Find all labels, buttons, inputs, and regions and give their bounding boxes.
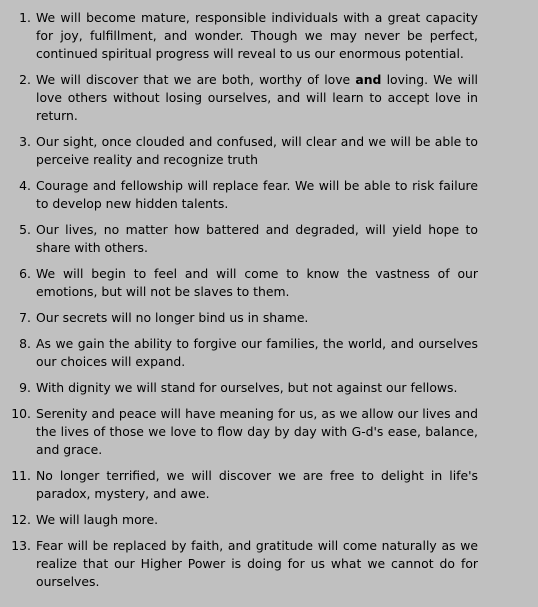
list-item <box>0 511 478 529</box>
list-item <box>0 309 478 327</box>
item-text: Fear will be replaced by faith, and gratitude will come naturally as we realize that our Higher Power is doing for us what we cannot do for ourselves. <box>36 538 478 589</box>
item-text: We will begin to feel and will come to know the vastness of our emotions, but will not be slaves to them. <box>36 266 478 299</box>
item-number: 4. <box>19 178 31 193</box>
item-text: Courage and fellowship will replace fear. We will be able to risk failure to develop new hidden talents. <box>36 178 478 211</box>
item-number: 7. <box>19 310 31 325</box>
list-item <box>0 9 478 63</box>
item-text: Our lives, no matter how battered and degraded, will yield hope to share with others. <box>36 222 478 255</box>
item-text-before: We will discover that we are both, worthy of love <box>36 72 356 87</box>
promise-list <box>0 9 478 591</box>
item-number: 9. <box>19 380 31 395</box>
item-text: Our sight, once clouded and confused, will clear and we will be able to perceive reality and recognize truth <box>36 134 478 167</box>
item-number: 12. <box>11 512 31 527</box>
item-number: 3. <box>19 134 31 149</box>
list-item <box>0 177 478 213</box>
list-item <box>0 405 478 459</box>
item-number: 2. <box>19 72 31 87</box>
item-text-after: loving. We will love others without losing ourselves, and will learn to accept love in return. <box>36 72 478 123</box>
list-item <box>0 133 478 169</box>
item-text: No longer terrified, we will discover we are free to delight in life's paradox, mystery, and awe. <box>36 468 478 501</box>
item-text-bold: and <box>355 72 382 87</box>
item-text: We will become mature, responsible individuals with a great capacity for joy, fulfillment, and wonder. Though we may never be perfect, continued spiritual progress will reveal to us our enormous potential. <box>36 10 478 61</box>
item-text: Our secrets will no longer bind us in shame. <box>36 310 309 325</box>
item-number: 8. <box>19 336 31 351</box>
list-item <box>0 265 478 301</box>
item-number: 10. <box>11 406 31 421</box>
item-text: With dignity we will stand for ourselves, but not against our fellows. <box>36 380 458 395</box>
list-item <box>0 467 478 503</box>
item-number: 11. <box>11 468 31 483</box>
list-item <box>0 335 478 371</box>
item-number: 1. <box>19 10 31 25</box>
item-text: As we gain the ability to forgive our families, the world, and ourselves our choices will expand. <box>36 336 478 369</box>
item-text: We will laugh more. <box>36 512 159 527</box>
list-item <box>0 537 478 591</box>
list-item <box>0 379 478 397</box>
list-item <box>0 71 478 125</box>
list-item <box>0 221 478 257</box>
item-number: 13. <box>11 538 31 553</box>
item-text: Serenity and peace will have meaning for us, as we allow our lives and the lives of those we love to flow day by day with G-d's ease, balance, and grace. <box>36 406 478 457</box>
item-number: 5. <box>19 222 31 237</box>
item-number: 6. <box>19 266 31 281</box>
